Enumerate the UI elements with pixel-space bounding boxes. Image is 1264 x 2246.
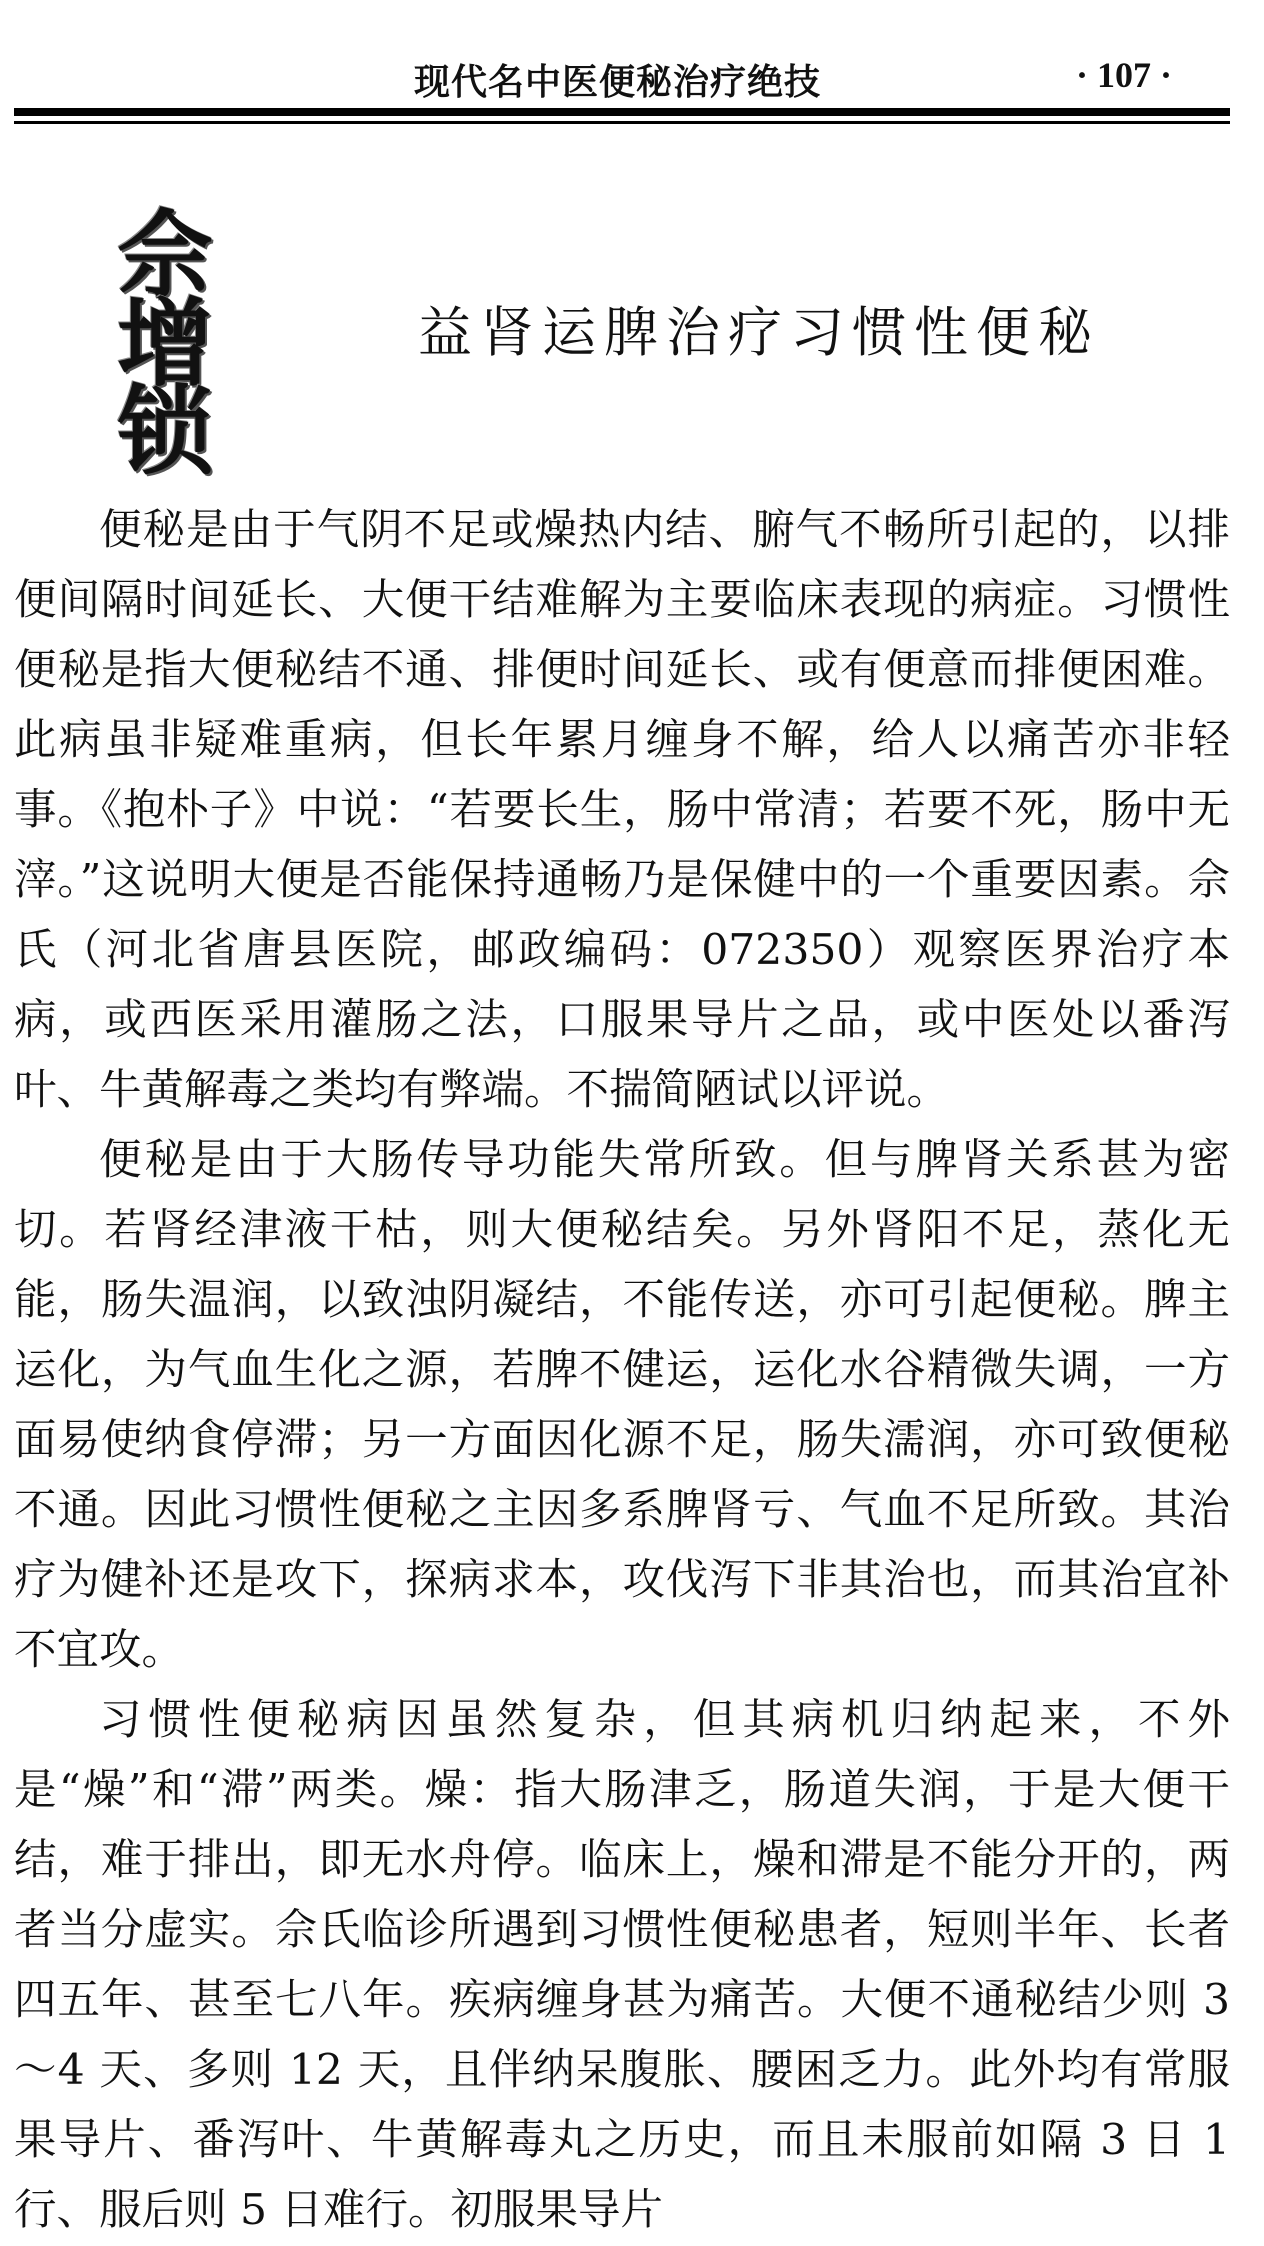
paragraph: 便秘是由于气阴不足或燥热内结、腑气不畅所引起的，以排便间隔时间延长、大便干结难解为主要临床表现的病症。习惯性便秘是指大便秘结不通、排便时间延长、或有便意而排便困难。此病虽非疑难重病，但长年累月缠身不解，给人以痛苦亦非轻事。《抱朴子》中说：“若要长生，肠中常清；若要不死，肠中无滓。”这说明大便是否能保持通畅乃是保健中的一个重要因素。佘氏（河北省唐县医院，邮政编码：072350）观察医界治疗本病，或西医采用灌肠之法，口服果导片之品，或中医处以番泻叶、牛黄解毒之类均有弊端。不揣简陋试以评说。	[14, 506, 1230, 1115]
author-name	[100, 199, 230, 488]
page-number: · 107 ·	[1075, 55, 1172, 95]
paragraph: 习惯性便秘病因虽然复杂，但其病机归纳起来，不外是“燥”和“滞”两类。燥：指大肠津乏，肠道失润，于是大便干结，难于排出，即无水舟停。临床上，燥和滞是不能分开的，两者当分虚实。佘氏临诊所遇到习惯性便秘患者，短则半年、长者四五年、甚至七八年。疾病缠身甚为痛苦。大便不通秘结少则 3～4 天、多则 12 天，且伴纳呆腹胀、腰困乏力。此外均有常服果导片、番泻叶、牛黄解毒丸之历史，而且未服前如隔 3 日 1 行、服后则 5 日难行。初服果导片	[14, 1696, 1230, 2235]
article-body	[14, 496, 1230, 2246]
header-rule-thick	[14, 108, 1230, 116]
author-char: 佘	[117, 199, 213, 312]
author-char: 增	[117, 287, 213, 400]
book-title: 现代名中医便秘治疗绝技	[414, 61, 822, 103]
paragraph: 便秘是由于大肠传导功能失常所致。但与脾肾关系甚为密切。若肾经津液干枯，则大便秘结矣。另外肾阳不足，蒸化无能，肠失温润，以致浊阴凝结，不能传送，亦可引起便秘。脾主运化，为气血生化之源，若脾不健运，运化水谷精微失调，一方面易使纳食停滞；另一方面因化源不足，肠失濡润，亦可致便秘不通。因此习惯性便秘之主因多系脾肾亏、气血不足所致。其治疗为健补还是攻下，探病求本，攻伐泻下非其治也，而其治宜补不宜攻。	[14, 1136, 1230, 1675]
header-rule-thin	[14, 121, 1230, 124]
running-header	[14, 40, 1230, 110]
author-char: 锁	[117, 375, 213, 488]
article-title: 益肾运脾治疗习惯性便秘	[418, 301, 1100, 364]
